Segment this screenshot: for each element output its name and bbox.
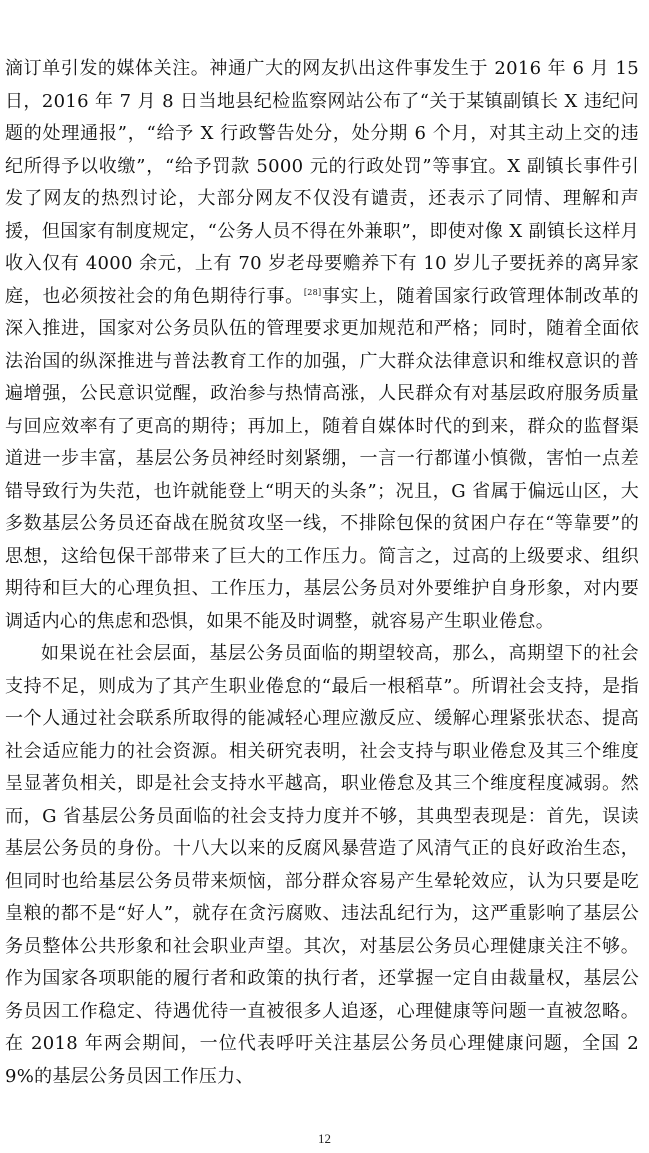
citation-superscript: [28] [303, 287, 322, 297]
paragraph-2: 如果说在社会层面，基层公务员面临的期望较高，那么，高期望下的社会支持不足，则成为了其产生职业倦怠的“最后一根稻草”。所谓社会支持，是指一个人通过社会联系所取得的能减轻心理应激反应、缓解心理紧张状态、提高社会适应能力的社会资源。相关研究表明，社会支持与职业倦怠及其三个维度呈显著负相关，即是社会支持水平越高，职业倦怠及其三个维度程度减弱。然而，G 省基层公务员面临的社会支持力度并不够，其典型表现是：首先，误读基层公务员的身份。十八大以来的反腐风暴营造了风清气正的良好政治生态，但同时也给基层公务员带来烦恼，部分群众容易产生晕轮效应，认为只要是吃皇粮的都不是“好人”，就存在贪污腐败、违法乱纪行为，这严重影响了基层公务员整体公共形象和社会职业声望。其次，对基层公务员心理健康关注不够。作为国家各项职能的履行者和政策的执行者，还掌握一定自由裁量权，基层公务员因工作稳定、待遇优待一直被很多人追逐，心理健康等问题一直被忽略。在 2018 年两会期间，一位代表呼吁关注基层公务员心理健康问题，全国 29%的基层公务员因工作压力、 [5, 643, 639, 1087]
paragraph-1 [5, 53, 639, 638]
paragraph-1-text-after-citation: 事实上，随着国家行政管理体制改革的深入推进，国家对公务员队伍的管理要求更加规范和严格；同时，随着全面依法治国的纵深推进与普法教育工作的加强，广大群众法律意识和维权意识的普遍增强，公民意识觉醒，政治参与热情高涨，人民群众有对基层政府服务质量与回应效率有了更高的期待；再加上，随着自媒体时代的到来，群众的监督渠道进一步丰富，基层公务员神经时刻紧绷，一言一行都谨小慎微，害怕一点差错导致行为失范，也许就能登上“明天的头条”；况且，G 省属于偏远山区，大多数基层公务员还奋战在脱贫攻坚一线，不排除包保的贫困户存在“等靠要”的思想，这给包保干部带来了巨大的工作压力。简言之，过高的上级要求、组织期待和巨大的心理负担、工作压力，基层公务员对外要维护自身形象，对内要调适内心的焦虑和恐惧，如果不能及时调整，就容易产生职业倦怠。 [5, 285, 639, 632]
page-number: 12 [318, 1131, 331, 1146]
paragraph-1-text-before-citation: 滴订单引发的媒体关注。神通广大的网友扒出这件事发生于 2016 年 6 月 15 日，2016 年 7 月 8 日当地县纪检监察网站公布了“关于某镇副镇长 X 违纪问题的处理通报”，“给予 X 行政警告处分，处分期 6 个月，对其主动上交的违纪所得予以收缴”，“给予罚款 5000 元的行政处罚”等事宜。X 副镇长事件引发了网友的热烈讨论，大部分网友不仅没有谴责，还表示了同情、理解和声援，但国家有制度规定，“公务人员不得在外兼职”，即使对像 X 副镇长这样月收入仅有 4000 余元，上有 70 岁老母要赡养下有 10 岁儿子要抚养的离异家庭，也必须按社会的角色期待行事。 [5, 58, 639, 307]
body-text [5, 53, 639, 1093]
